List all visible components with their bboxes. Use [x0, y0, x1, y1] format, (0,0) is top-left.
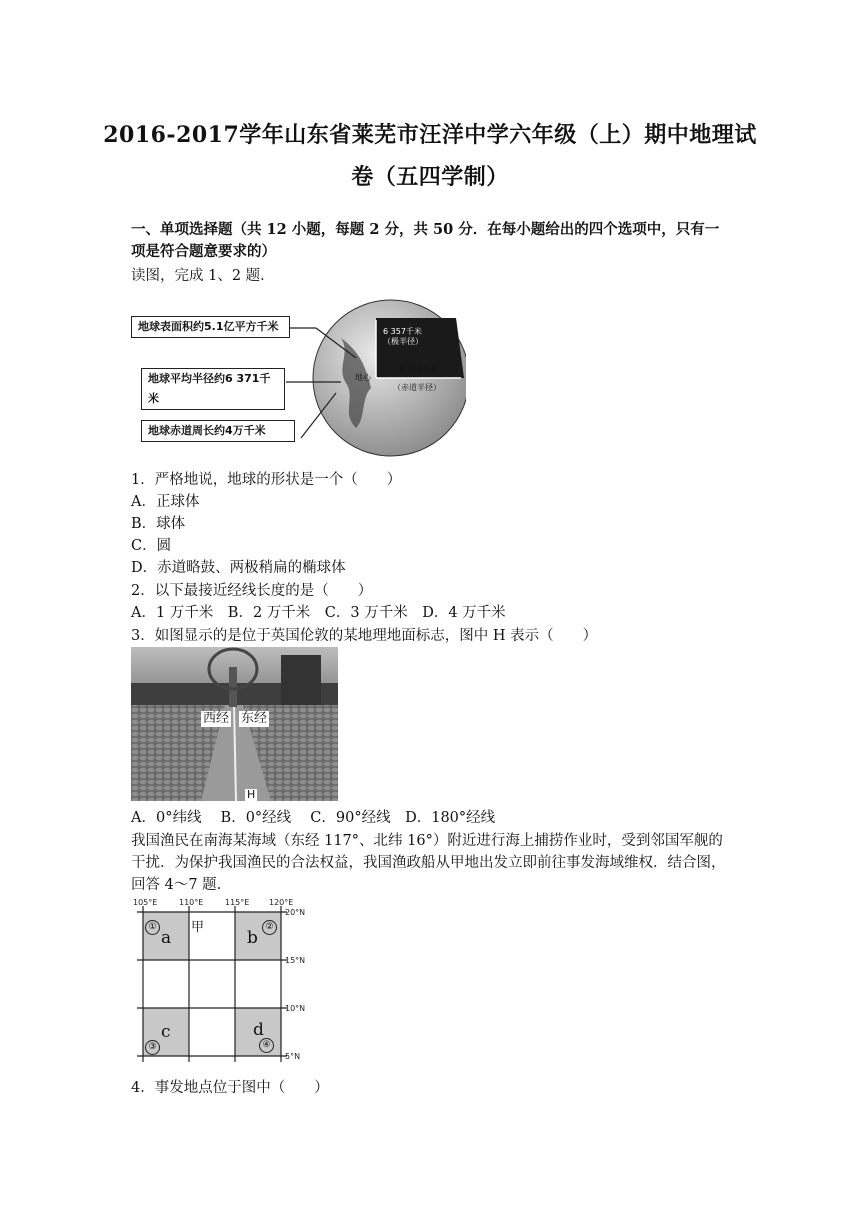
lat-label-15: 15°N: [285, 956, 306, 965]
polar-radius-label: （极半径）: [383, 337, 423, 346]
earth-center-label: 地心: [355, 373, 371, 382]
circled-number-1: ①: [145, 920, 160, 935]
q3-options: A．0°纬线 B．0°经线 C．90°经线 D．180°经线: [131, 810, 496, 826]
cell-c: c: [161, 1022, 171, 1042]
lon-label-110: 110°E: [179, 898, 204, 907]
equatorial-radius-label: （赤道半径）: [393, 383, 441, 392]
q3-stem: 3．如图显示的是位于英国伦敦的某地理地面标志，图中 H 表示（ ）: [131, 628, 598, 644]
section-heading-line1: 一、单项选择题（共 12 小题，每题 2 分，共 50 分．在每小题给出的四个选项中，只有一: [131, 221, 720, 238]
page-title-line1: 2016-2017学年山东省莱芜市汪洋中学六年级（上）期中地理试: [103, 122, 757, 148]
q1-option-c: C．圆: [131, 538, 172, 554]
cell-a: a: [161, 928, 172, 948]
q1-option-d: D．赤道略鼓、两极稍扁的椭球体: [131, 560, 346, 576]
circled-number-3: ③: [145, 1040, 160, 1055]
lon-label-120: 120°E: [269, 898, 294, 907]
photo-label-h: H: [247, 788, 256, 801]
photo-label-west: 西经: [203, 711, 230, 726]
photo-label-east: 东经: [241, 711, 268, 726]
lat-lon-grid-map: [131, 898, 311, 1068]
circled-number-2: ②: [262, 920, 277, 935]
lon-label-115: 115°E: [225, 898, 250, 907]
label-mean-radius: 地球平均半径约6 371千米: [141, 368, 285, 410]
page-title-line2: 卷（五四学制）: [351, 164, 509, 190]
equatorial-radius-value: 6 378千米: [399, 365, 438, 374]
lon-label-105: 105°E: [133, 898, 158, 907]
label-surface-area: 地球表面积约5.1亿平方千米: [131, 316, 290, 338]
passage-line1: 我国渔民在南海某海域（东经 117°、北纬 16°）附近进行海上捕捞作业时，受到邻国军舰的: [131, 833, 723, 849]
q1-option-a: A．正球体: [131, 494, 200, 510]
section-intro: 读图，完成 1、2 题．: [131, 268, 275, 284]
cell-d: d: [253, 1020, 264, 1040]
q1-stem: 1．严格地说，地球的形状是一个（ ）: [131, 472, 402, 488]
lat-label-10: 10°N: [285, 1004, 306, 1013]
passage-line3: 回答 4～7 题．: [131, 877, 232, 893]
lat-label-20: 20°N: [285, 908, 306, 917]
greenwich-photo: [131, 647, 338, 801]
circled-number-4: ④: [259, 1038, 274, 1053]
q2-options: A．1 万千米 B．2 万千米 C．3 万千米 D．4 万千米: [131, 605, 506, 621]
q2-stem: 2．以下最接近经线长度的是（ ）: [131, 583, 373, 599]
q1-option-b: B．球体: [131, 516, 186, 532]
passage-line2: 干扰．为保护我国渔民的合法权益，我国渔政船从甲地出发立即前往事发海域维权．结合图，: [131, 855, 726, 871]
cell-b: b: [247, 928, 258, 948]
q4-stem: 4．事发地点位于图中（ ）: [131, 1080, 329, 1096]
place-jia: 甲: [191, 920, 205, 935]
section-heading-line2: 项是符合题意要求的）: [131, 243, 276, 260]
earth-figure: [131, 298, 466, 458]
polar-radius-value: 6 357千米: [383, 327, 422, 336]
lat-label-5: 5°N: [285, 1052, 301, 1061]
label-equator-circumference: 地球赤道周长约4万千米: [141, 420, 295, 442]
greenwich-photo-graphic: [131, 647, 338, 801]
